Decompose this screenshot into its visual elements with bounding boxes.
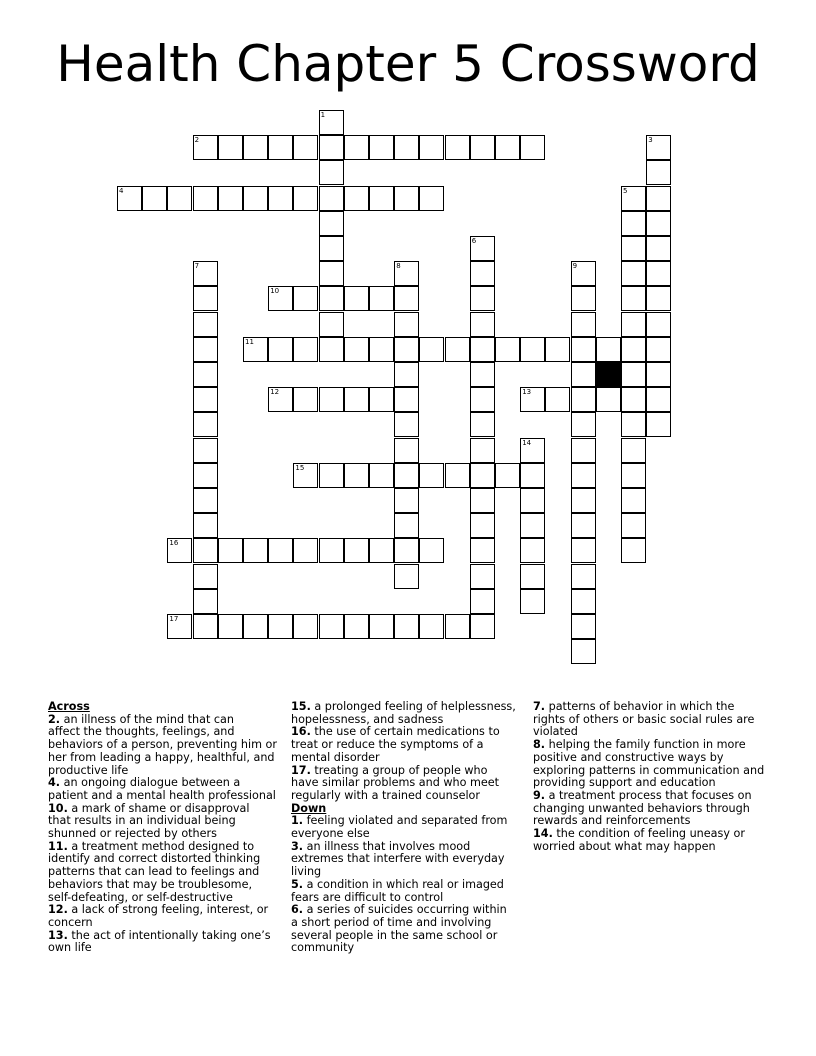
grid-cell[interactable] xyxy=(646,337,671,362)
grid-cell[interactable] xyxy=(571,312,596,337)
grid-cell[interactable] xyxy=(470,564,495,589)
clue-number: 12 xyxy=(270,388,280,397)
grid-cell[interactable] xyxy=(419,463,444,488)
clues-column-1 xyxy=(48,701,284,955)
grid-cell[interactable] xyxy=(193,513,218,538)
grid-cell[interactable] xyxy=(193,564,218,589)
clue-line-text: providing support and education xyxy=(533,776,716,790)
grid-cell[interactable] xyxy=(319,211,344,236)
grid-cell[interactable] xyxy=(394,312,419,337)
grid-cell[interactable] xyxy=(571,589,596,614)
grid-cell[interactable] xyxy=(571,362,596,387)
grid-cell[interactable] xyxy=(621,186,646,211)
clue-line-text: everyone else xyxy=(291,827,370,841)
clue-line-text: worried about what may happen xyxy=(533,839,716,853)
grid-cell[interactable] xyxy=(218,614,243,639)
grid-cell[interactable] xyxy=(193,438,218,463)
grid-cell[interactable] xyxy=(520,513,545,538)
grid-cell[interactable] xyxy=(193,387,218,412)
grid-cell[interactable] xyxy=(646,211,671,236)
clue-line-text: own life xyxy=(48,941,92,955)
clue-line-text: a short period of time and involving xyxy=(291,915,492,929)
grid-cell[interactable] xyxy=(394,614,419,639)
grid-cell[interactable] xyxy=(571,286,596,311)
grid-cell[interactable] xyxy=(319,135,344,160)
grid-cell[interactable] xyxy=(193,362,218,387)
grid-cell[interactable] xyxy=(394,463,419,488)
grid-cell[interactable] xyxy=(470,387,495,412)
grid-cell[interactable] xyxy=(520,538,545,563)
grid-cell[interactable] xyxy=(571,463,596,488)
grid-cell[interactable] xyxy=(268,614,293,639)
grid-cell[interactable] xyxy=(621,387,646,412)
clue-number: 9 xyxy=(572,262,578,271)
clue-line-text: an ongoing dialogue between a xyxy=(60,776,241,790)
clue-line-text: that results in an individual being xyxy=(48,814,236,828)
clue-line xyxy=(291,853,527,866)
grid-cell[interactable] xyxy=(545,387,570,412)
clue-line-number: 2. xyxy=(48,712,61,726)
grid-cell[interactable] xyxy=(495,135,520,160)
grid-cell[interactable] xyxy=(243,337,268,362)
clue-number: 2 xyxy=(194,136,200,145)
grid-cell[interactable] xyxy=(621,538,646,563)
grid-cell[interactable] xyxy=(394,362,419,387)
grid-cell[interactable] xyxy=(319,387,344,412)
grid-cell[interactable] xyxy=(646,412,671,437)
clue-line-number: 4. xyxy=(48,776,61,790)
grid-cell[interactable] xyxy=(394,488,419,513)
clue-line-number: 1. xyxy=(291,814,304,828)
grid-cell[interactable] xyxy=(218,538,243,563)
clue-line-number: 15. xyxy=(291,700,311,713)
grid-cell[interactable] xyxy=(319,236,344,261)
grid-cell[interactable] xyxy=(470,236,495,261)
grid-cell[interactable] xyxy=(369,538,394,563)
grid-cell[interactable] xyxy=(646,261,671,286)
grid-cell[interactable] xyxy=(571,337,596,362)
grid-cell[interactable] xyxy=(319,160,344,185)
clue-line-text: a prolonged feeling of helplessness, xyxy=(310,700,516,713)
clue-line-number: 16. xyxy=(291,725,311,739)
grid-cell[interactable] xyxy=(218,135,243,160)
clue-line-text: a condition in which real or imaged xyxy=(303,877,504,891)
clues-column-3 xyxy=(533,701,769,853)
grid-cell[interactable] xyxy=(571,614,596,639)
clue-number: 15 xyxy=(295,463,305,472)
grid-cell[interactable] xyxy=(621,412,646,437)
clue-line-text: self-defeating, or self-destructive xyxy=(48,890,233,904)
clue-line-text: have similar problems and who meet xyxy=(291,776,500,790)
grid-cell[interactable] xyxy=(495,337,520,362)
grid-cell[interactable] xyxy=(621,438,646,463)
clue-line-number: 6. xyxy=(291,903,304,917)
clue-line-text: shunned or rejected by others xyxy=(48,827,217,841)
grid-cell[interactable] xyxy=(646,286,671,311)
clue-line-text: treating a group of people who xyxy=(310,763,488,777)
grid-cell[interactable] xyxy=(646,387,671,412)
grid-cell[interactable] xyxy=(193,312,218,337)
grid-cell[interactable] xyxy=(218,186,243,211)
grid-cell[interactable] xyxy=(243,614,268,639)
grid-cell[interactable] xyxy=(193,135,218,160)
clue-line-text: a series of suicides occurring within xyxy=(303,903,507,917)
grid-cell[interactable] xyxy=(394,438,419,463)
grid-cell[interactable] xyxy=(419,337,444,362)
clue-line xyxy=(291,790,527,803)
clue-line-text: behaviors that may be troublesome, xyxy=(48,877,253,891)
grid-cell[interactable] xyxy=(319,312,344,337)
grid-cell[interactable] xyxy=(193,412,218,437)
grid-cell[interactable] xyxy=(319,261,344,286)
grid-cell[interactable] xyxy=(646,236,671,261)
grid-cell[interactable] xyxy=(419,614,444,639)
grid-cell[interactable] xyxy=(344,186,369,211)
clue-line-text: her from leading a happy, healthful, and xyxy=(48,750,275,764)
clue-line-text: a lack of strong feeling, interest, or xyxy=(67,903,269,917)
grid-cell[interactable] xyxy=(193,538,218,563)
grid-cell[interactable] xyxy=(394,261,419,286)
grid-cell[interactable] xyxy=(344,337,369,362)
clue-line-text: patterns of behavior in which the xyxy=(545,700,735,713)
clue-number: 6 xyxy=(471,237,477,245)
grid-cell[interactable] xyxy=(621,236,646,261)
clue-line-number: 8. xyxy=(533,738,546,752)
grid-cell[interactable] xyxy=(470,438,495,463)
grid-cell[interactable] xyxy=(571,438,596,463)
grid-cell[interactable] xyxy=(520,337,545,362)
clue-number: 8 xyxy=(396,262,401,271)
clue-number: 7 xyxy=(194,262,200,271)
grid-cell[interactable] xyxy=(621,463,646,488)
page-title: Health Chapter 5 Crossword xyxy=(56,35,760,93)
clue-line-text: changing unwanted behaviors through xyxy=(533,801,750,815)
clue-line-text: helping the family function in more xyxy=(545,738,746,752)
clue-line-number: 17. xyxy=(291,763,311,777)
grid-cell[interactable] xyxy=(319,286,344,311)
clue-line-text: the use of certain medications to xyxy=(310,725,500,739)
grid-cell[interactable] xyxy=(369,135,394,160)
grid-cell[interactable] xyxy=(495,463,520,488)
grid-cell[interactable] xyxy=(520,589,545,614)
clue-line-text: identify and correct distorted thinking xyxy=(48,852,261,866)
grid-cell[interactable] xyxy=(394,286,419,311)
grid-cell[interactable] xyxy=(344,135,369,160)
grid-cell[interactable] xyxy=(193,286,218,311)
grid-cell[interactable] xyxy=(470,538,495,563)
grid-cell[interactable] xyxy=(319,110,344,135)
grid-cell[interactable] xyxy=(470,135,495,160)
clue-line-text: behaviors of a person, preventing him or xyxy=(48,738,277,752)
clue-line-number: 13. xyxy=(48,928,68,942)
grid-cell[interactable] xyxy=(344,286,369,311)
clue-number: 1 xyxy=(320,111,326,119)
grid-cell[interactable] xyxy=(470,312,495,337)
grid-cell[interactable] xyxy=(520,135,545,160)
grid-cell[interactable] xyxy=(344,614,369,639)
grid-cell[interactable] xyxy=(419,538,444,563)
grid-cell[interactable] xyxy=(445,463,470,488)
grid-cell[interactable] xyxy=(369,463,394,488)
clue-line-text: hopelessness, and sadness xyxy=(291,712,444,726)
clue-line-text: rights of others or basic social rules are xyxy=(533,712,755,726)
grid-cell[interactable] xyxy=(394,564,419,589)
grid-cell[interactable] xyxy=(344,387,369,412)
grid-cell[interactable] xyxy=(445,337,470,362)
clue-line-text: community xyxy=(291,941,355,955)
grid-cell[interactable] xyxy=(293,337,318,362)
grid-cell[interactable] xyxy=(193,463,218,488)
clue-line xyxy=(533,841,769,854)
clue-line-text: a treatment process that focuses on xyxy=(545,788,752,802)
clue-line-text: a mark of shame or disapproval xyxy=(67,801,250,815)
grid-cell[interactable] xyxy=(621,312,646,337)
grid-cell[interactable] xyxy=(470,614,495,639)
grid-cell[interactable] xyxy=(293,186,318,211)
grid-cell[interactable] xyxy=(621,211,646,236)
grid-cell[interactable] xyxy=(621,286,646,311)
clue-header: Across xyxy=(48,700,90,713)
grid-cell[interactable] xyxy=(394,412,419,437)
clue-line-number: 5. xyxy=(291,877,304,891)
grid-cell[interactable] xyxy=(344,463,369,488)
clue-line-text: the act of intentionally taking one’s xyxy=(67,928,271,942)
clue-number: 16 xyxy=(169,539,179,548)
grid-cell[interactable] xyxy=(571,387,596,412)
grid-cell[interactable] xyxy=(445,614,470,639)
clue-line-text: rewards and reinforcements xyxy=(533,814,691,828)
grid-cell[interactable] xyxy=(193,186,218,211)
grid-cell[interactable] xyxy=(596,337,621,362)
grid-cell[interactable] xyxy=(621,513,646,538)
grid-cell[interactable] xyxy=(319,337,344,362)
grid-cell[interactable] xyxy=(193,261,218,286)
clue-line xyxy=(291,942,527,955)
grid-cell[interactable] xyxy=(419,135,444,160)
grid-cell[interactable] xyxy=(596,387,621,412)
clue-number: 14 xyxy=(522,438,532,447)
grid-cell[interactable] xyxy=(571,412,596,437)
grid-cell[interactable] xyxy=(369,387,394,412)
clue-number: 4 xyxy=(119,186,124,195)
grid-cell[interactable] xyxy=(445,135,470,160)
grid-cell[interactable] xyxy=(520,488,545,513)
clue-line-text: living xyxy=(291,865,322,879)
grid-cell[interactable] xyxy=(419,186,444,211)
grid-cell[interactable] xyxy=(193,614,218,639)
grid-cell[interactable] xyxy=(394,538,419,563)
clue-line-text: violated xyxy=(533,725,578,739)
grid-cell[interactable] xyxy=(193,488,218,513)
clue-line-text: extremes that interfere with everyday xyxy=(291,852,505,866)
clue-line-number: 12. xyxy=(48,903,68,917)
clue-line-number: 10. xyxy=(48,801,68,815)
clue-line-text: several people in the same school or xyxy=(291,928,498,942)
clue-line xyxy=(48,942,284,955)
clue-number: 17 xyxy=(169,615,179,623)
grid-cell[interactable] xyxy=(621,488,646,513)
clue-line-text: treat or reduce the symptoms of a xyxy=(291,738,484,752)
clue-line-number: 14. xyxy=(533,827,553,841)
grid-cell[interactable] xyxy=(117,186,142,211)
grid-cell[interactable] xyxy=(470,412,495,437)
grid-cell[interactable] xyxy=(621,261,646,286)
grid-cell[interactable] xyxy=(470,362,495,387)
grid-cell[interactable] xyxy=(293,614,318,639)
grid-cell[interactable] xyxy=(520,387,545,412)
grid-cell[interactable] xyxy=(319,614,344,639)
clue-line-number: 11. xyxy=(48,839,68,853)
grid-cell[interactable] xyxy=(470,589,495,614)
clue-line-text: positive and constructive ways by xyxy=(533,750,724,764)
clue-line-text: patterns that can lead to feelings and xyxy=(48,865,260,879)
grid-cell[interactable] xyxy=(621,362,646,387)
grid-cell[interactable] xyxy=(571,538,596,563)
clue-number: 3 xyxy=(648,136,653,145)
grid-cell[interactable] xyxy=(293,286,318,311)
grid-cell[interactable] xyxy=(394,387,419,412)
clue-line-text: productive life xyxy=(48,763,129,777)
grid-cell[interactable] xyxy=(646,186,671,211)
grid-cell[interactable] xyxy=(268,337,293,362)
grid-cell[interactable] xyxy=(243,186,268,211)
grid-cell[interactable] xyxy=(293,538,318,563)
grid-cell[interactable] xyxy=(344,538,369,563)
grid-cell[interactable] xyxy=(571,513,596,538)
grid-cell[interactable] xyxy=(243,538,268,563)
grid-cell[interactable] xyxy=(621,337,646,362)
grid-cell[interactable] xyxy=(319,186,344,211)
grid-cell[interactable] xyxy=(646,312,671,337)
grid-cell[interactable] xyxy=(369,286,394,311)
grid-cell[interactable] xyxy=(268,186,293,211)
clue-line-number: 7. xyxy=(533,700,546,713)
clue-line-text: mental disorder xyxy=(291,750,380,764)
clue-number: 13 xyxy=(522,388,532,397)
grid-cell[interactable] xyxy=(167,186,192,211)
grid-cell[interactable] xyxy=(193,589,218,614)
grid-cell[interactable] xyxy=(394,513,419,538)
grid-cell[interactable] xyxy=(571,261,596,286)
grid-cell[interactable] xyxy=(470,463,495,488)
clue-line-text: concern xyxy=(48,915,93,929)
grid-cell[interactable] xyxy=(268,538,293,563)
clue-line-text: fears are difficult to control xyxy=(291,890,444,904)
clue-line-text: regularly with a trained counselor xyxy=(291,788,481,802)
clue-line-text: a treatment method designed to xyxy=(67,839,255,853)
clue-line-text: exploring patterns in communication and xyxy=(533,763,765,777)
clue-line-text: patient and a mental health professional xyxy=(48,788,276,802)
grid-cell[interactable] xyxy=(167,614,192,639)
grid-cell[interactable] xyxy=(571,564,596,589)
grid-cell[interactable] xyxy=(394,186,419,211)
grid-cell[interactable] xyxy=(268,387,293,412)
clue-number: 11 xyxy=(245,337,254,346)
grid-cell[interactable] xyxy=(520,463,545,488)
grid-cell[interactable] xyxy=(243,135,268,160)
grid-cell[interactable] xyxy=(268,286,293,311)
grid-cell[interactable] xyxy=(470,286,495,311)
clue-line-number: 9. xyxy=(533,788,546,802)
grid-cell[interactable] xyxy=(293,463,318,488)
grid-cell[interactable] xyxy=(319,463,344,488)
grid-cell[interactable] xyxy=(470,513,495,538)
clue-header: Down xyxy=(291,801,327,815)
grid-cell[interactable] xyxy=(369,186,394,211)
grid-cell[interactable] xyxy=(369,614,394,639)
grid-cell[interactable] xyxy=(167,538,192,563)
clue-line-text: affect the thoughts, feelings, and xyxy=(48,725,235,739)
grid-cell[interactable] xyxy=(470,261,495,286)
grid-cell[interactable] xyxy=(394,337,419,362)
grid-cell[interactable] xyxy=(520,438,545,463)
grid-cell[interactable] xyxy=(142,186,167,211)
grid-cell[interactable] xyxy=(268,135,293,160)
grid-cell[interactable] xyxy=(571,488,596,513)
grid-cell[interactable] xyxy=(545,337,570,362)
grid-block xyxy=(596,362,621,387)
clues-column-2 xyxy=(291,701,527,955)
grid-cell[interactable] xyxy=(319,538,344,563)
clue-line-text: an illness that involves mood xyxy=(303,839,471,853)
grid-cell[interactable] xyxy=(571,639,596,664)
grid-cell[interactable] xyxy=(470,337,495,362)
grid-cell[interactable] xyxy=(293,135,318,160)
grid-cell[interactable] xyxy=(646,362,671,387)
grid-cell[interactable] xyxy=(470,488,495,513)
grid-cell[interactable] xyxy=(193,337,218,362)
clue-line-text: an illness of the mind that can xyxy=(60,712,234,726)
clue-line-text: the condition of feeling uneasy or xyxy=(552,827,745,841)
grid-cell[interactable] xyxy=(369,337,394,362)
clue-number: 5 xyxy=(623,186,628,195)
clue-line-text: feeling violated and separated from xyxy=(303,814,508,828)
grid-cell[interactable] xyxy=(646,160,671,185)
grid-cell[interactable] xyxy=(646,135,671,160)
grid-cell[interactable] xyxy=(293,387,318,412)
grid-cell[interactable] xyxy=(520,564,545,589)
grid-cell[interactable] xyxy=(394,135,419,160)
clue-line-number: 3. xyxy=(291,839,304,853)
clue-number: 10 xyxy=(270,287,280,296)
